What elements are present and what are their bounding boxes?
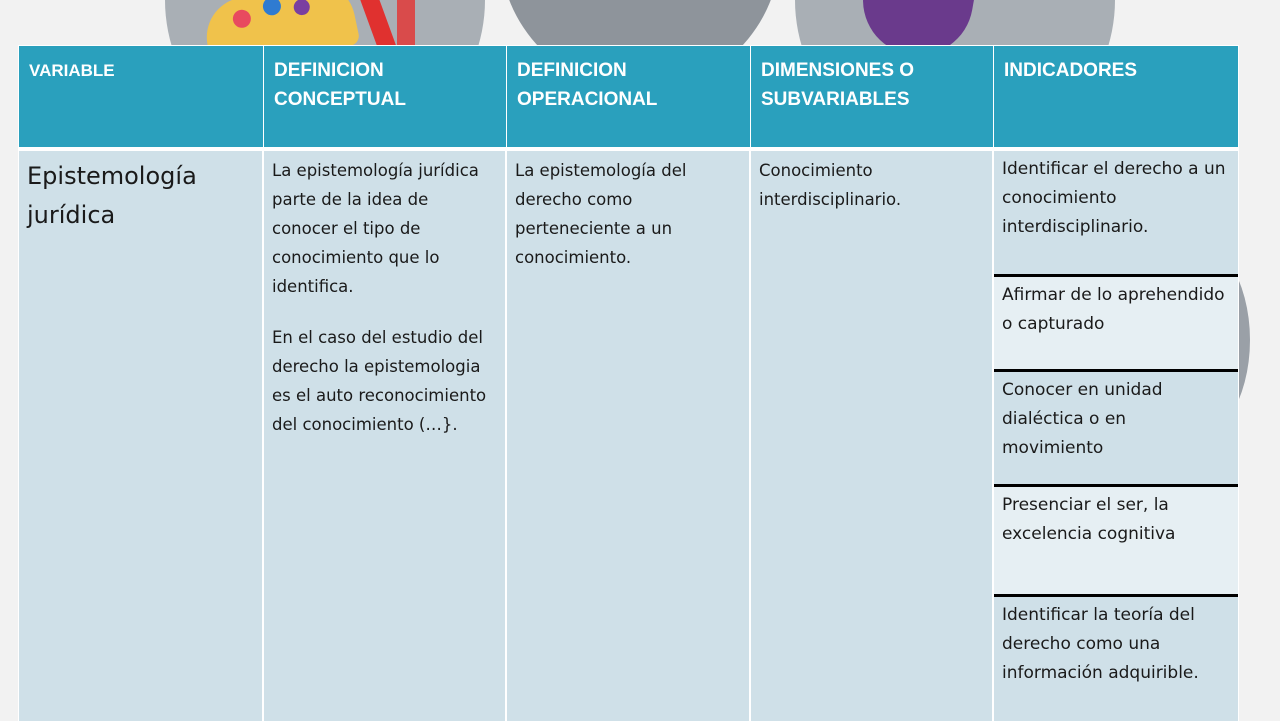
paint-dot xyxy=(231,8,252,29)
indicador-item: Afirmar de lo aprehendido o capturado xyxy=(994,277,1238,372)
header-definicion-conceptual: DEFINICION CONCEPTUAL xyxy=(264,46,507,151)
indicador-item: Identificar el derecho a un conocimiento interdisciplinario. xyxy=(994,151,1238,277)
paint-dot xyxy=(261,0,282,17)
header-indicadores: INDICADORES xyxy=(994,46,1239,151)
conceptual-paragraph: En el caso del estudio del derecho la epistemologia es el auto reconocimiento del conocimiento (…}. xyxy=(272,328,487,434)
header-dimensiones: DIMENSIONES O SUBVARIABLES xyxy=(751,46,994,151)
variables-table xyxy=(18,45,1239,721)
indicador-item: Presenciar el ser, la excelencia cognitiva xyxy=(994,487,1238,597)
indicadores-column xyxy=(994,151,1239,721)
indicador-item: Conocer en unidad dialéctica o en movimiento xyxy=(994,372,1238,487)
operacional-cell: La epistemología del derecho como perteneciente a un conocimiento. xyxy=(507,151,751,721)
header-variable: VARIABLE xyxy=(19,46,264,151)
conceptual-paragraph: La epistemología jurídica parte de la idea de conocer el tipo de conocimiento que lo identifica. xyxy=(272,161,479,296)
header-definicion-operacional: DEFINICION OPERACIONAL xyxy=(507,46,751,151)
dimension-cell: Conocimiento interdisciplinario. xyxy=(751,151,994,721)
indicador-item: Identificar la teoría del derecho como una información adquirible. xyxy=(994,597,1238,721)
variable-cell: Epistemología jurídica xyxy=(19,151,264,721)
paint-dot xyxy=(292,0,311,17)
conceptual-cell xyxy=(264,151,507,721)
